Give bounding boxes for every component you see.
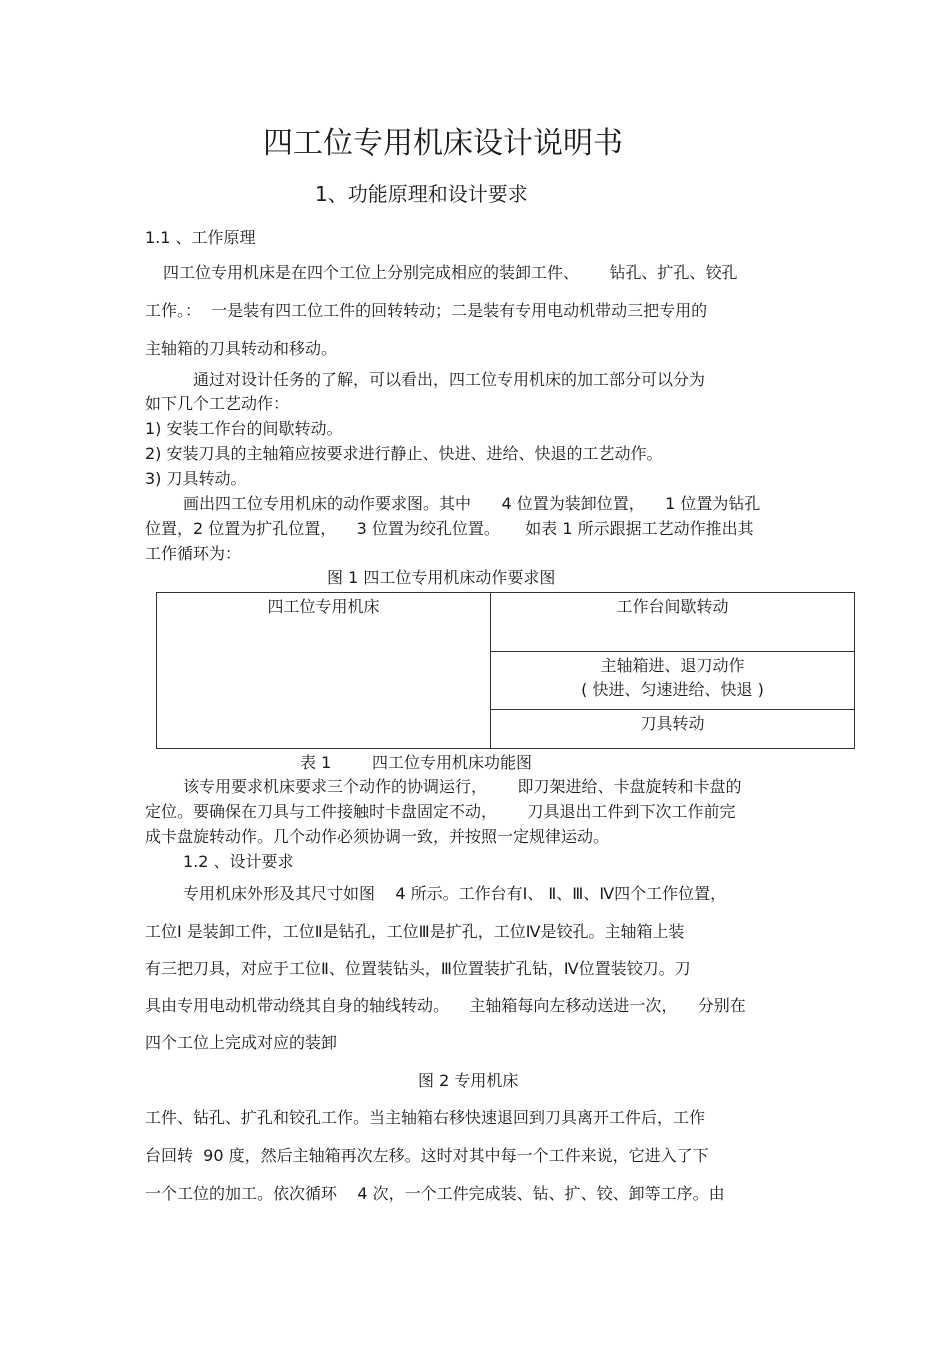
paragraph-line: 有三把刀具，对应于工位Ⅱ、位置装钻头，Ⅲ位置装扩孔钻，Ⅳ位置装铰刀。刀 <box>145 959 691 978</box>
list-item: 3) 刀具转动。 <box>145 469 247 488</box>
section-heading: 1、功能原理和设计要求 <box>315 182 528 206</box>
paragraph-line: 成卡盘旋转动作。几个动作必须协调一致，并按照一定规律运动。 <box>145 827 610 846</box>
paragraph-line: 工件、钻孔、扩孔和铰孔工作。当主轴箱右移快速退回到刀具离开工件后，工作 <box>145 1108 706 1127</box>
figure-caption: 图 2 专用机床 <box>418 1071 519 1090</box>
paragraph-line: 具由专用电动机带动绕其自身的轴线转动。 主轴箱每向左移动送进一次， 分别在 <box>145 996 746 1015</box>
paragraph-line: 如下几个工艺动作： <box>145 394 290 413</box>
list-item: 2) 安装刀具的主轴箱应按要求进行静止、快进、进给、快退的工艺动作。 <box>145 444 663 463</box>
function-table <box>156 592 855 749</box>
paragraph-line: 专用机床外形及其尺寸如图 4 所示。工作台有Ⅰ、 Ⅱ、Ⅲ、Ⅳ四个工作位置， <box>183 884 727 903</box>
table-cell-worktable-rotation: 工作台间歇转动 <box>491 593 855 652</box>
subsection-heading-1-1: 1.1 、工作原理 <box>145 228 256 247</box>
table-cell-tool-rotation: 刀具转动 <box>491 709 855 748</box>
page-title: 四工位专用机床设计说明书 <box>263 126 623 161</box>
table-caption: 表 1 四工位专用机床功能图 <box>300 753 532 772</box>
paragraph-line: 四工位专用机床是在四个工位上分别完成相应的装卸工件、 钻孔、扩孔、铰孔 <box>163 263 738 282</box>
paragraph-line: 工作。： 一是装有四工位工件的回转转动；二是装有专用电动机带动三把专用的 <box>145 301 708 320</box>
paragraph-line: 画出四工位专用机床的动作要求图。其中 4 位置为装卸位置， 1 位置为钻孔 <box>183 494 761 513</box>
table-cell-spindle-motion <box>491 652 855 709</box>
subsection-heading-1-2: 1.2 、设计要求 <box>183 852 294 871</box>
paragraph-line: 通过对设计任务的了解，可以看出，四工位专用机床的加工部分可以分为 <box>193 370 706 389</box>
paragraph-line: 位置，2 位置为扩孔位置， 3 位置为绞孔位置。 如表 1 所示跟据工艺动作推出其 <box>145 519 754 538</box>
paragraph-line: 一个工位的加工。依次循环 4 次，一个工件完成装、钻、扩、铰、卸等工序。由 <box>145 1184 725 1203</box>
table-cell-text: ( 快进、匀速进给、快退 ) <box>581 680 764 700</box>
list-item: 1) 安装工作台的间歇转动。 <box>145 419 343 438</box>
paragraph-line: 四个工位上完成对应的装卸 <box>145 1033 338 1052</box>
paragraph-line: 工位Ⅰ 是装卸工件，工位Ⅱ是钻孔，工位Ⅲ是扩孔，工位Ⅳ是铰孔。主轴箱上装 <box>145 922 685 941</box>
paragraph-line: 主轴箱的刀具转动和移动。 <box>145 339 338 358</box>
paragraph-line: 定位。要确保在刀具与工件接触时卡盘固定不动， 刀具退出工件到下次工作前完 <box>145 802 736 821</box>
paragraph-line: 该专用要求机床要求三个动作的协调运行， 即刀架进给、卡盘旋转和卡盘的 <box>183 777 742 796</box>
figure-caption: 图 1 四工位专用机床动作要求图 <box>327 568 556 587</box>
table-cell-machine: 四工位专用机床 <box>157 593 491 749</box>
paragraph-line: 台回转 90 度，然后主轴箱再次左移。这时对其中每一个工件来说，它进入了下 <box>145 1146 709 1165</box>
paragraph-line: 工作循环为： <box>145 544 242 563</box>
table-cell-text: 主轴箱进、退刀动作 <box>600 656 745 676</box>
